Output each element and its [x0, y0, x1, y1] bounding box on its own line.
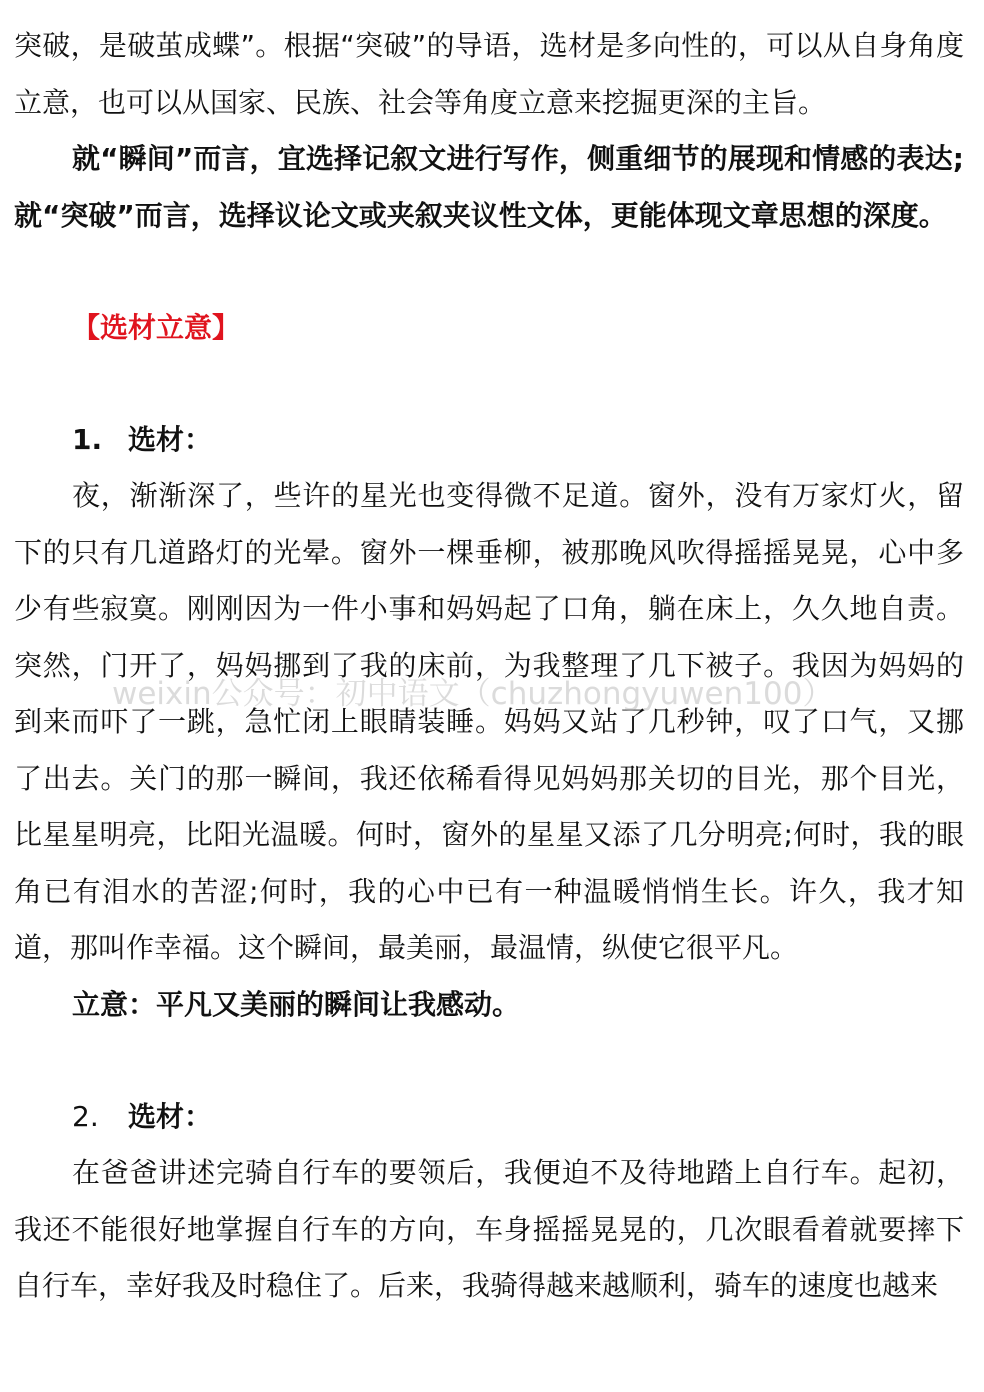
spacer [14, 244, 964, 300]
intro-paragraph: 突破，是破茧成蝶”。根据“突破”的导语，选材是多向性的，可以从自身角度立意，也可以从国家、民族、社会等角度立意来挖掘更深的主旨。 [14, 29, 964, 119]
item-2-label: 选材： [128, 1100, 213, 1133]
item-2-heading [14, 1089, 964, 1145]
writing-advice-paragraph: 就“瞬间”而言，宜选择记叙文进行写作，侧重细节的展现和情感的表达;就“突破”而言，选择议论文或夹叙夹议性文体，更能体现文章思想的深度。 [14, 142, 964, 232]
item-2-number: 2. [72, 1100, 99, 1133]
item-1-body: 夜，渐渐深了，些许的星光也变得微不足道。窗外，没有万家灯火，留下的只有几道路灯的光晕。窗外一棵垂柳，被那晚风吹得摇摇晃晃，心中多少有些寂寞。刚刚因为一件小事和妈妈起了口角，躺在床上，久久地自责。突然，门开了，妈妈挪到了我的床前，为我整理了几下被子。我因为妈妈的到来而吓了一跳，急忙闭上眼睛装睡。妈妈又站了几秒钟，叹了口气，又挪了出去。关门的那一瞬间，我还依稀看得见妈妈那关切的目光，那个目光，比星星明亮，比阳光温暖。何时，窗外的星星又添了几分明亮;何时，我的眼角已有泪水的苦涩;何时，我的心中已有一种温暖悄悄生长。许久，我才知道，那叫作幸福。这个瞬间，最美丽，最温情，纵使它很平凡。 [14, 479, 964, 964]
watermark-text: weixin公众号：初中语文（chuzhongyuwen100） [112, 676, 834, 712]
spacer [14, 1033, 964, 1089]
item-2-body: 在爸爸讲述完骑自行车的要领后，我便迫不及待地踏上自行车。起初，我还不能很好地掌握自行车的方向，车身摇摇晃晃的，几次眼看着就要摔下自行车，幸好我及时稳住了。后来，我骑得越来越顺利，骑车的速度也越来 [14, 1156, 964, 1302]
item-1-theme: 立意：平凡又美丽的瞬间让我感动。 [72, 987, 521, 1021]
section-title [14, 300, 964, 356]
item-1-number: 1. [72, 423, 103, 456]
item-1-label: 选材： [128, 423, 213, 456]
item-1-heading [14, 412, 964, 468]
section-title-text: 【选材立意】 [72, 311, 241, 344]
spacer [14, 356, 964, 412]
document-page [14, 18, 964, 1315]
